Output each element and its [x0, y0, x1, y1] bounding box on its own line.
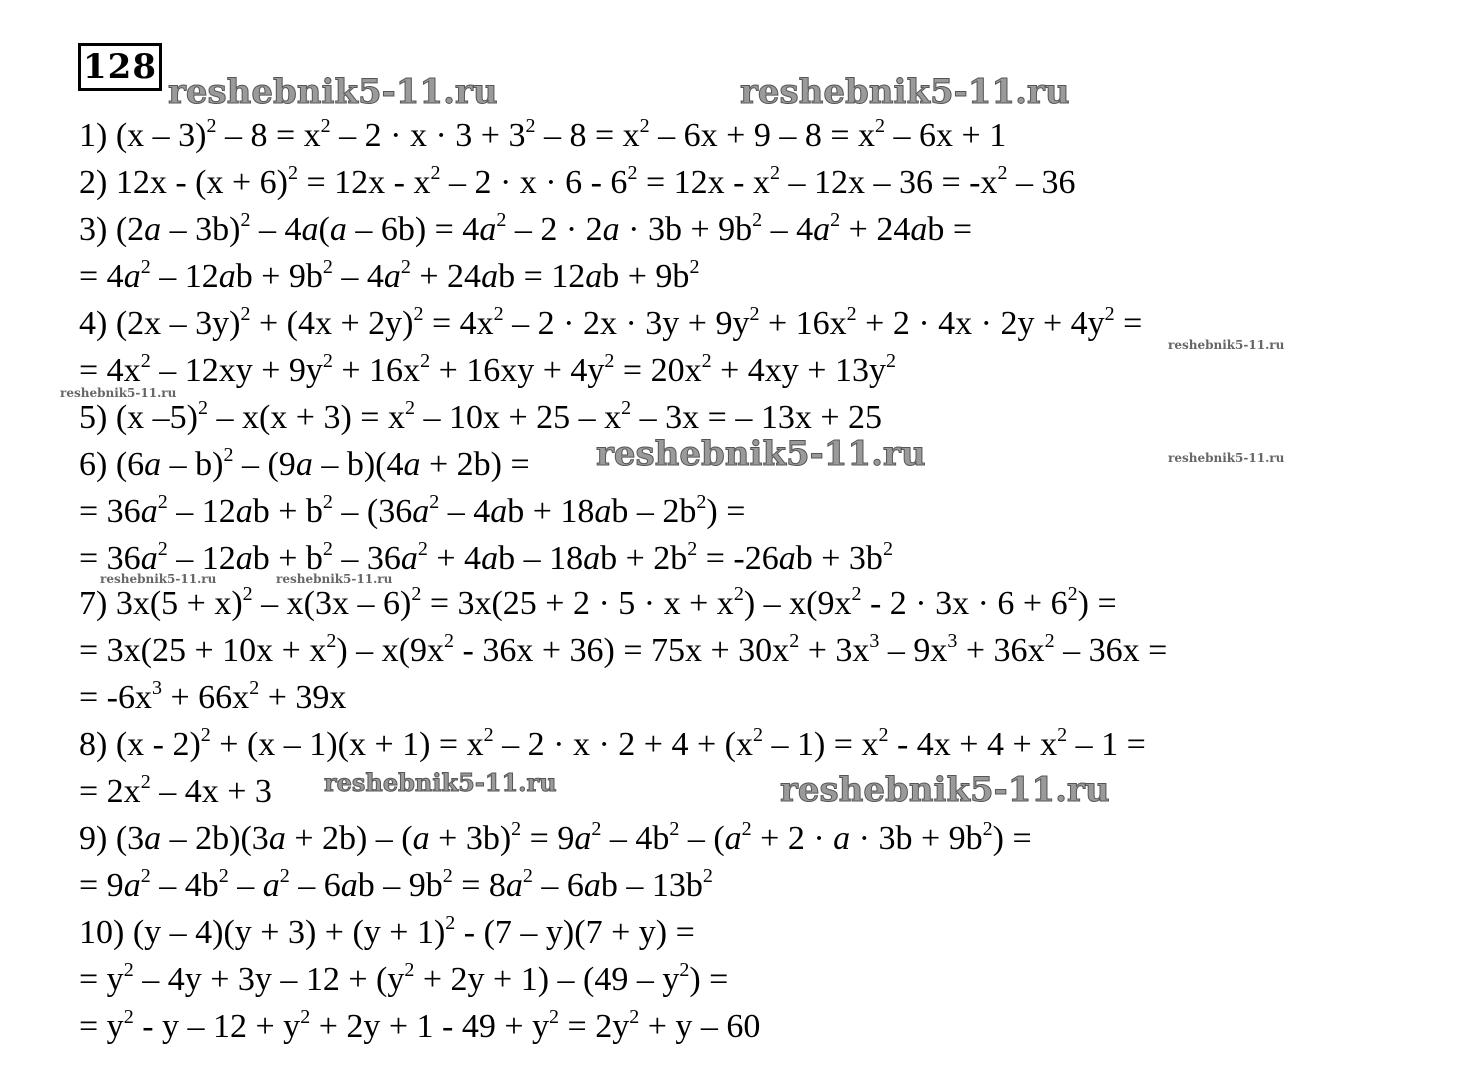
solution-line: = $y^2 - y - 12 + y^2 + 2y + 1 - 49 + y^2 = 2y^2 + y - 60$ [79, 1006, 761, 1045]
solution-line: = $4x^2 - 12xy + 9y^2 + 16x^2 + 16xy + 4y^2 = 20x^2 + 4xy + 13y^2$ [79, 350, 896, 389]
watermark: reshebnik5-11.ru [60, 386, 177, 400]
solution-line: 8) $(x - 2)^2 + (x - 1)(x + 1) = x^2 - 2 \cdot x \cdot 2 + 4 + (x^2 - 1) = x^2 - 4x + 4 + x^2 - 1$ = [79, 724, 1146, 763]
solution-line: 6) (6a – b)$^2$ – (9a – b)(4a + 2b) = [79, 444, 530, 483]
solution-line: = $4a^2 - 12ab + 9b^2 - 4a^2 + 24ab = 12ab + 9b^2$ [79, 256, 700, 295]
watermark: reshebnik5-11.ru [1168, 451, 1285, 465]
watermark: reshebnik5-11.ru [1168, 338, 1285, 352]
solution-line: 5) (x $-5)^2 - x(x + 3) = x^2 - 10x + 25 - x^2 - 3x$ = – 13x + 25 [79, 397, 883, 436]
solution-line: = $36a^2 - 12ab + b^2 - 36a^2 + 4ab - 18ab + 2b^2 = -26ab + 3b^2$ [79, 538, 893, 577]
solution-line: = $-6x^3 + 66x^2 + 39x$ [79, 677, 347, 716]
solution-line: = $36a^2 - 12ab + b^2 - (36a^2 - 4ab + 18ab - 2b^2)$ = [79, 491, 746, 530]
problem-number-box: 128 [78, 43, 162, 91]
solution-line: 2) $12x - (x + 6)^2 = 12x - x^2 - 2 \cdot x \cdot 6 - 6^2 = 12x - x^2 - 12x - 36 = -x^2 - 36$ [79, 162, 1076, 201]
solution-line: = $3x(25 + 10x + x^2) - x(9x^2 - 36x + 36) = 75x + 30x^2 + 3x^3 - 9x^3 + 36x^2 - 36x$ = [79, 630, 1168, 669]
solution-line: 10) $(y - 4)(y + 3) + (y + 1)^2 - (7 - y)(7 + y)$ = [79, 912, 695, 951]
watermark: reshebnik5-11.ru [780, 770, 1110, 810]
solution-line: = $2x^2 - 4x + 3$ [79, 771, 272, 810]
solution-line: 7) $3x(5 + x)^2 - x(3x - 6)^2 = 3x(25 + 2 \cdot 5 \cdot x + x^2) - x(9x^2 - 2 \cdot 3x \cdot 6 + 6^2)$ = [79, 583, 1117, 622]
watermark: reshebnik5-11.ru [324, 768, 557, 797]
solution-line: 9) $(3a - 2b)(3a + 2b) - (a + 3b)^2 = 9a^2 - 4b^2 - (a^2 + 2 \cdot a \cdot 3b + 9b^2)$ = [79, 818, 1032, 857]
watermark: reshebnik5-11.ru [168, 72, 498, 112]
solution-line: = $9a^2 - 4b^2 - a^2 - 6ab - 9b^2 = 8a^2 - 6ab - 13b^2$ [79, 865, 713, 904]
watermark: reshebnik5-11.ru [100, 572, 217, 586]
watermark: reshebnik5-11.ru [276, 572, 393, 586]
watermark: reshebnik5-11.ru [596, 434, 926, 474]
solution-line: 1) $(x - 3)^2 - 8 = x^2 - 2 \cdot x \cdot 3 + 3^2 - 8 = x^2 - 6x + 9 - 8 = x^2 - 6x + 1$ [79, 115, 1007, 154]
solution-line: 4) $(2x - 3y)^2 + (4x + 2y)^2 = 4x^2 - 2 \cdot 2x \cdot 3y + 9y^2 + 16x^2 + 2 \cdot 4x \cdot 2y + 4y^2$ = [79, 303, 1143, 342]
solution-line: 3) $(2a - 3b)^2 - 4a(a - 6b) = 4a^2 - 2 \cdot 2a \cdot 3b + 9b^2 - 4a^2 + 24ab$ = [79, 209, 973, 248]
watermark: reshebnik5-11.ru [740, 72, 1070, 112]
solution-line: = $y^2 - 4y + 3y - 12 + (y^2 + 2y + 1) - (49 - y^2)$ = [79, 959, 729, 998]
